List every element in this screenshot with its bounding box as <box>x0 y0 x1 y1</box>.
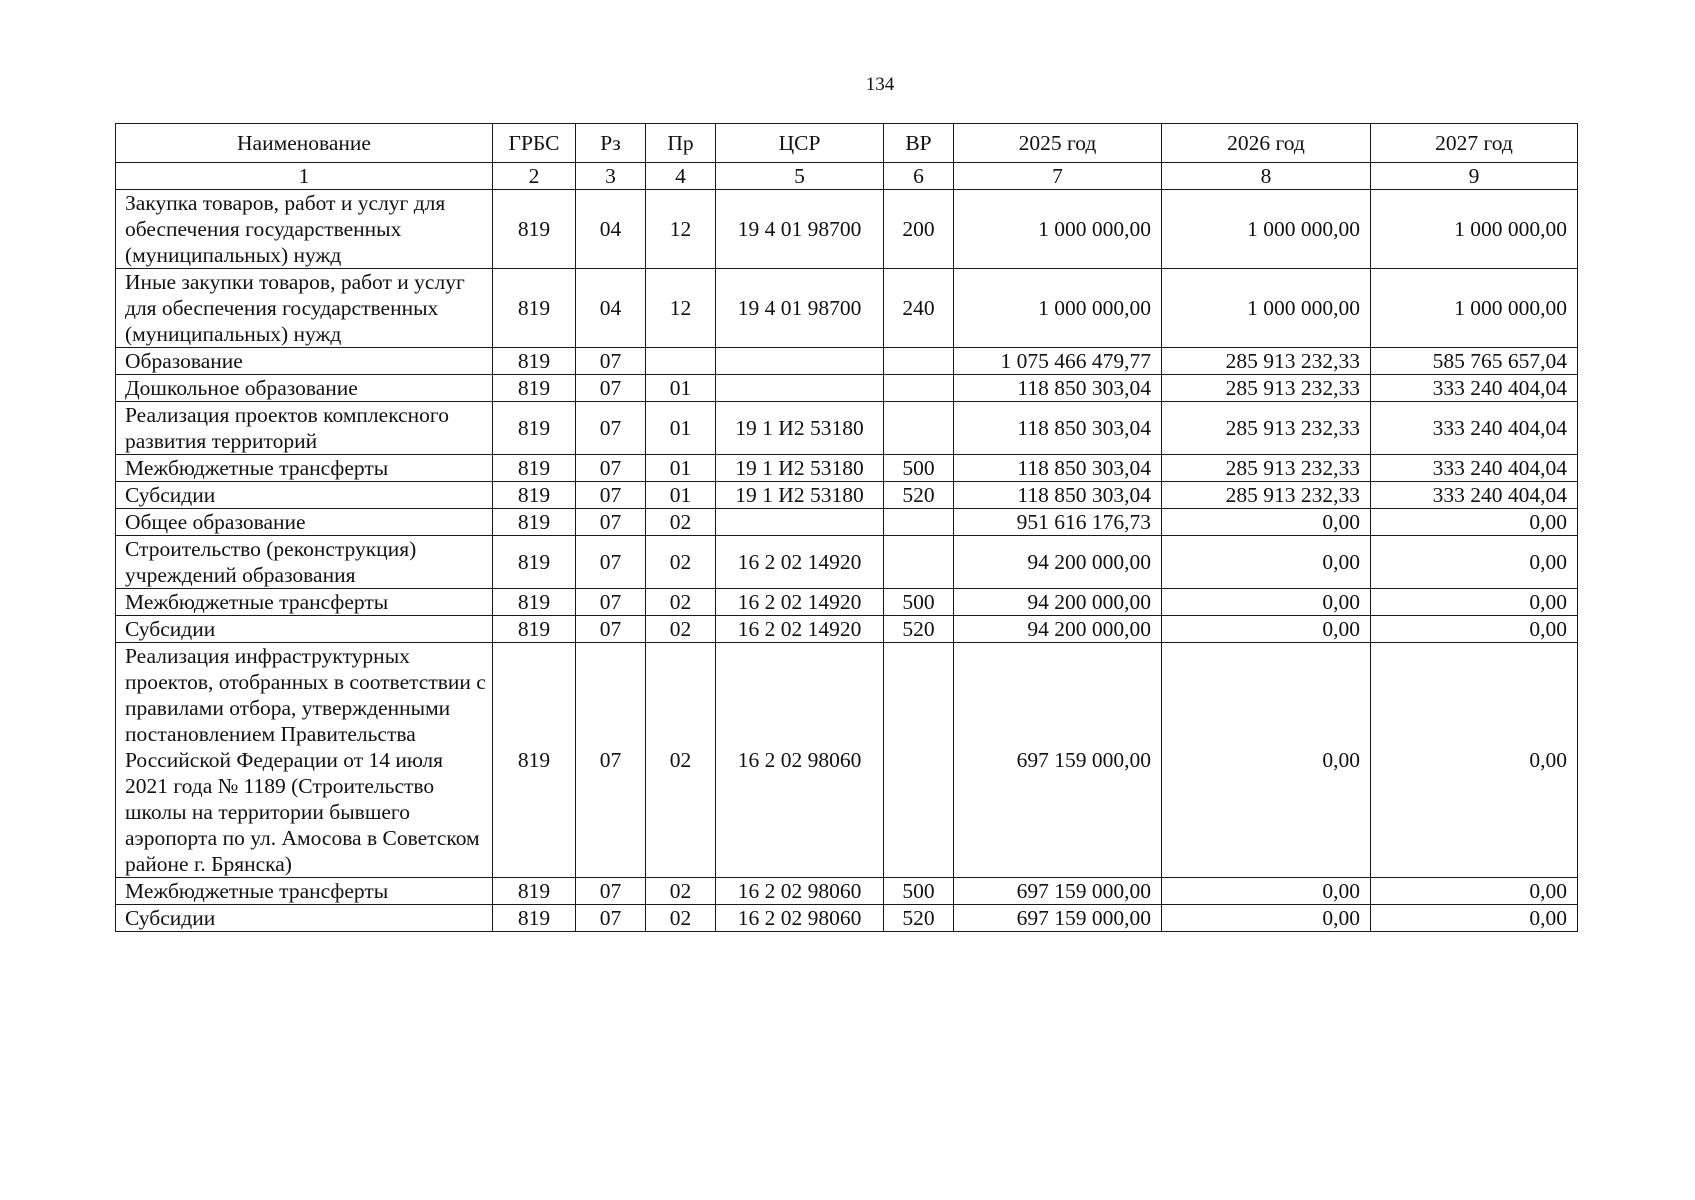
table-row <box>116 509 1578 536</box>
cell-pr: 02 <box>646 589 716 616</box>
cell-name: Дошкольное образование <box>116 375 493 402</box>
cell-2027: 333 240 404,04 <box>1371 402 1578 455</box>
cell-2026: 0,00 <box>1162 509 1371 536</box>
cell-2027: 0,00 <box>1371 536 1578 589</box>
cell-2025: 118 850 303,04 <box>954 482 1162 509</box>
table-row <box>116 190 1578 269</box>
cell-rz: 07 <box>576 643 646 878</box>
cell-vr <box>884 643 954 878</box>
cell-rz: 07 <box>576 616 646 643</box>
cell-vr <box>884 402 954 455</box>
cell-name: Реализация проектов комплексного развития территорий <box>116 402 493 455</box>
cell-vr: 500 <box>884 878 954 905</box>
cell-name: Субсидии <box>116 482 493 509</box>
page-number: 134 <box>865 74 895 95</box>
header-grbs: ГРБС <box>493 124 576 163</box>
cell-grbs: 819 <box>493 589 576 616</box>
cell-pr: 01 <box>646 402 716 455</box>
cell-pr: 02 <box>646 643 716 878</box>
cell-pr <box>646 348 716 375</box>
cell-rz: 07 <box>576 402 646 455</box>
cell-2026: 285 913 232,33 <box>1162 455 1371 482</box>
cell-csr: 16 2 02 14920 <box>716 536 884 589</box>
cell-2027: 0,00 <box>1371 905 1578 932</box>
cell-rz: 04 <box>576 269 646 348</box>
header-2025: 2025 год <box>954 124 1162 163</box>
cell-rz: 07 <box>576 482 646 509</box>
cell-2026: 285 913 232,33 <box>1162 375 1371 402</box>
cell-2025: 94 200 000,00 <box>954 616 1162 643</box>
cell-vr: 500 <box>884 589 954 616</box>
column-number-row <box>116 163 1578 190</box>
cell-name: Субсидии <box>116 905 493 932</box>
cell-csr: 16 2 02 98060 <box>716 878 884 905</box>
cell-rz: 07 <box>576 509 646 536</box>
table-header-row <box>116 124 1578 163</box>
cell-2026: 285 913 232,33 <box>1162 482 1371 509</box>
column-number: 3 <box>576 163 646 190</box>
cell-2026: 1 000 000,00 <box>1162 269 1371 348</box>
table-row <box>116 643 1578 878</box>
cell-2025: 94 200 000,00 <box>954 536 1162 589</box>
cell-name: Межбюджетные трансферты <box>116 589 493 616</box>
cell-csr: 19 1 И2 53180 <box>716 482 884 509</box>
header-2026: 2026 год <box>1162 124 1371 163</box>
cell-2025: 1 000 000,00 <box>954 269 1162 348</box>
cell-2026: 1 000 000,00 <box>1162 190 1371 269</box>
cell-pr: 02 <box>646 878 716 905</box>
cell-csr: 16 2 02 98060 <box>716 905 884 932</box>
cell-2025: 1 000 000,00 <box>954 190 1162 269</box>
cell-pr: 02 <box>646 905 716 932</box>
cell-rz: 07 <box>576 878 646 905</box>
cell-grbs: 819 <box>493 536 576 589</box>
cell-name: Иные закупки товаров, работ и услуг для обеспечения государственных (муниципальных) нужд <box>116 269 493 348</box>
cell-csr: 16 2 02 14920 <box>716 589 884 616</box>
cell-2026: 0,00 <box>1162 878 1371 905</box>
cell-2025: 118 850 303,04 <box>954 375 1162 402</box>
column-number: 6 <box>884 163 954 190</box>
cell-vr: 520 <box>884 616 954 643</box>
cell-2027: 0,00 <box>1371 509 1578 536</box>
column-number: 4 <box>646 163 716 190</box>
cell-grbs: 819 <box>493 905 576 932</box>
cell-2026: 0,00 <box>1162 643 1371 878</box>
column-number: 8 <box>1162 163 1371 190</box>
table-row <box>116 616 1578 643</box>
cell-grbs: 819 <box>493 269 576 348</box>
cell-2025: 118 850 303,04 <box>954 402 1162 455</box>
cell-csr: 19 1 И2 53180 <box>716 455 884 482</box>
cell-csr: 16 2 02 14920 <box>716 616 884 643</box>
cell-name: Образование <box>116 348 493 375</box>
cell-rz: 04 <box>576 190 646 269</box>
cell-2025: 118 850 303,04 <box>954 455 1162 482</box>
header-pr: Пр <box>646 124 716 163</box>
cell-grbs: 819 <box>493 455 576 482</box>
cell-pr: 12 <box>646 269 716 348</box>
cell-vr <box>884 509 954 536</box>
cell-grbs: 819 <box>493 643 576 878</box>
cell-pr: 02 <box>646 509 716 536</box>
cell-2027: 0,00 <box>1371 589 1578 616</box>
header-vr: ВР <box>884 124 954 163</box>
cell-rz: 07 <box>576 375 646 402</box>
cell-name: Строительство (реконструкция) учреждений образования <box>116 536 493 589</box>
header-2027: 2027 год <box>1371 124 1578 163</box>
column-number: 7 <box>954 163 1162 190</box>
cell-2027: 0,00 <box>1371 616 1578 643</box>
cell-grbs: 819 <box>493 482 576 509</box>
cell-pr: 01 <box>646 455 716 482</box>
cell-grbs: 819 <box>493 402 576 455</box>
header-rz: Рз <box>576 124 646 163</box>
cell-vr: 500 <box>884 455 954 482</box>
cell-2027: 333 240 404,04 <box>1371 482 1578 509</box>
cell-csr: 19 4 01 98700 <box>716 190 884 269</box>
cell-name: Общее образование <box>116 509 493 536</box>
table-row <box>116 536 1578 589</box>
cell-grbs: 819 <box>493 616 576 643</box>
cell-rz: 07 <box>576 455 646 482</box>
cell-2026: 0,00 <box>1162 616 1371 643</box>
budget-table <box>115 123 1578 932</box>
header-name: Наименование <box>116 124 493 163</box>
cell-2025: 94 200 000,00 <box>954 589 1162 616</box>
table-body <box>116 190 1578 932</box>
cell-2027: 1 000 000,00 <box>1371 269 1578 348</box>
cell-pr: 01 <box>646 482 716 509</box>
cell-2027: 0,00 <box>1371 643 1578 878</box>
column-number: 5 <box>716 163 884 190</box>
table-row <box>116 269 1578 348</box>
cell-grbs: 819 <box>493 375 576 402</box>
column-number: 1 <box>116 163 493 190</box>
table-row <box>116 589 1578 616</box>
table-row <box>116 402 1578 455</box>
cell-2026: 0,00 <box>1162 905 1371 932</box>
cell-2025: 697 159 000,00 <box>954 643 1162 878</box>
cell-pr: 02 <box>646 616 716 643</box>
table-row <box>116 878 1578 905</box>
cell-rz: 07 <box>576 536 646 589</box>
column-number: 9 <box>1371 163 1578 190</box>
cell-csr <box>716 509 884 536</box>
header-csr: ЦСР <box>716 124 884 163</box>
cell-2025: 1 075 466 479,77 <box>954 348 1162 375</box>
cell-pr: 01 <box>646 375 716 402</box>
cell-name: Межбюджетные трансферты <box>116 878 493 905</box>
cell-name: Закупка товаров, работ и услуг для обеспечения государственных (муниципальных) нужд <box>116 190 493 269</box>
cell-vr <box>884 348 954 375</box>
cell-2026: 285 913 232,33 <box>1162 402 1371 455</box>
cell-vr <box>884 536 954 589</box>
cell-pr: 12 <box>646 190 716 269</box>
cell-vr: 520 <box>884 482 954 509</box>
cell-name: Реализация инфраструктурных проектов, отобранных в соответствии с правилами отбора, утвержденными постановлением Правительства Российской Федерации от 14 июля 2021 года № 1189 (Строительство школы на территории бывшего аэропорта по ул. Амосова в Советском районе г. Брянска) <box>116 643 493 878</box>
cell-2025: 697 159 000,00 <box>954 878 1162 905</box>
cell-2027: 585 765 657,04 <box>1371 348 1578 375</box>
cell-2027: 1 000 000,00 <box>1371 190 1578 269</box>
cell-csr: 16 2 02 98060 <box>716 643 884 878</box>
cell-vr: 240 <box>884 269 954 348</box>
cell-name: Межбюджетные трансферты <box>116 455 493 482</box>
cell-rz: 07 <box>576 348 646 375</box>
cell-grbs: 819 <box>493 509 576 536</box>
cell-2025: 697 159 000,00 <box>954 905 1162 932</box>
cell-vr: 200 <box>884 190 954 269</box>
cell-csr: 19 4 01 98700 <box>716 269 884 348</box>
cell-vr <box>884 375 954 402</box>
cell-vr: 520 <box>884 905 954 932</box>
cell-2027: 0,00 <box>1371 878 1578 905</box>
cell-rz: 07 <box>576 905 646 932</box>
cell-csr <box>716 348 884 375</box>
column-number: 2 <box>493 163 576 190</box>
cell-csr: 19 1 И2 53180 <box>716 402 884 455</box>
cell-2027: 333 240 404,04 <box>1371 455 1578 482</box>
table-row <box>116 348 1578 375</box>
cell-pr: 02 <box>646 536 716 589</box>
cell-csr <box>716 375 884 402</box>
table-row <box>116 375 1578 402</box>
cell-name: Субсидии <box>116 616 493 643</box>
table-row <box>116 905 1578 932</box>
cell-2026: 0,00 <box>1162 589 1371 616</box>
cell-2027: 333 240 404,04 <box>1371 375 1578 402</box>
cell-2026: 285 913 232,33 <box>1162 348 1371 375</box>
cell-grbs: 819 <box>493 190 576 269</box>
table-row <box>116 455 1578 482</box>
cell-rz: 07 <box>576 589 646 616</box>
cell-grbs: 819 <box>493 878 576 905</box>
cell-2026: 0,00 <box>1162 536 1371 589</box>
table-row <box>116 482 1578 509</box>
cell-2025: 951 616 176,73 <box>954 509 1162 536</box>
cell-grbs: 819 <box>493 348 576 375</box>
